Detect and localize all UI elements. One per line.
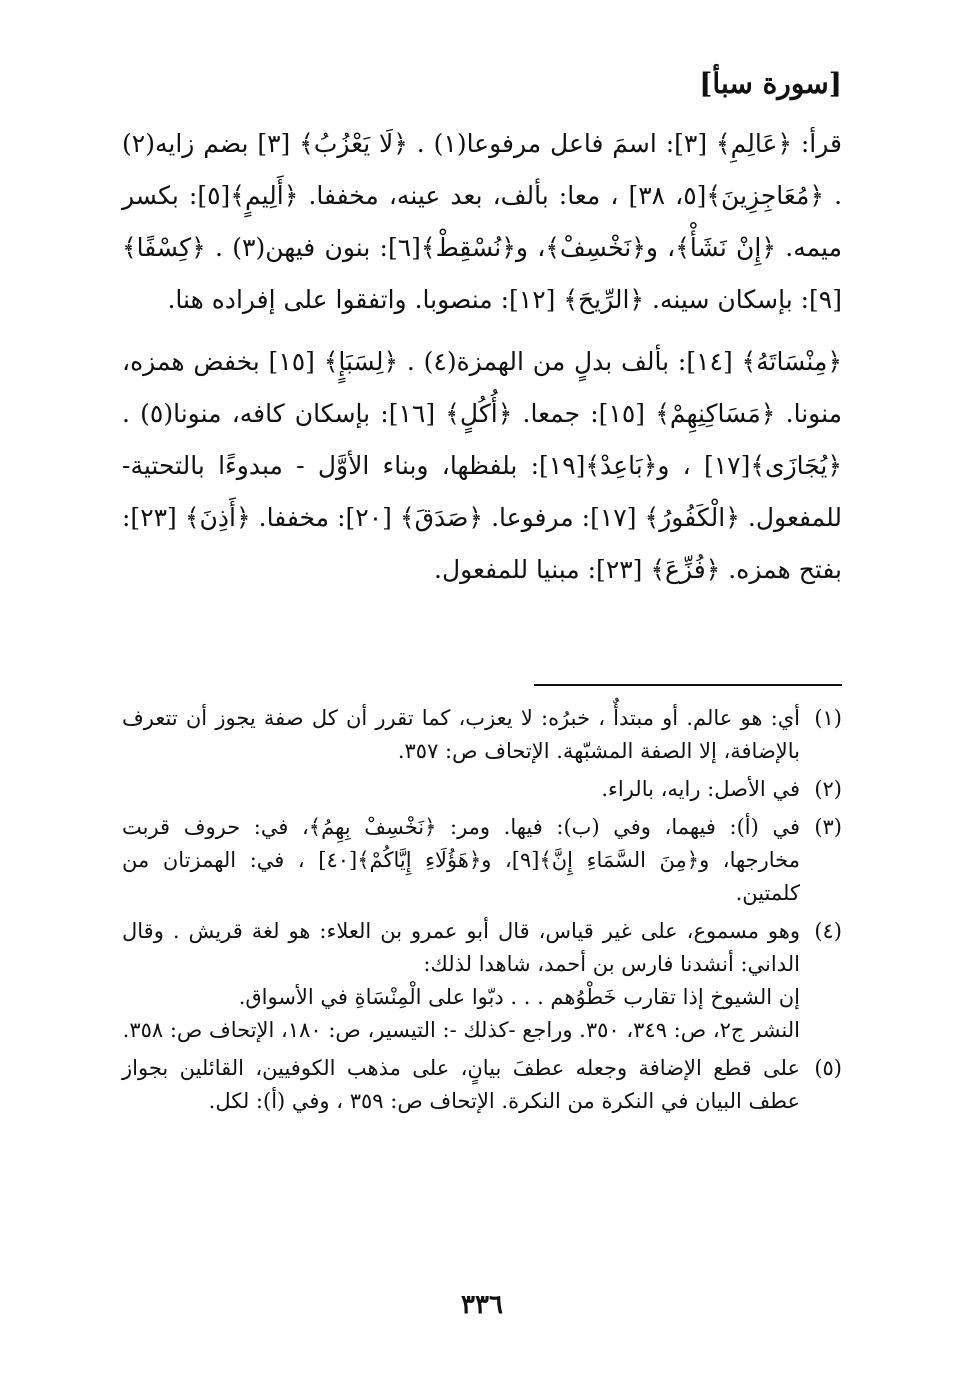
surah-heading: [سورة سبأ] <box>699 67 842 100</box>
footnote-number: (٣) <box>814 815 842 839</box>
footnote-1 <box>122 702 842 768</box>
footnote-text: النشر ج٢، ص: ٣٤٩، ٣٥٠. وراجع -كذلك -: التيسير، ص: ١٨٠، الإتحاف ص: ٣٥٨. <box>122 1018 800 1042</box>
main-paragraph-2: ﴿مِنْسَاتَهُ﴾ [١٤]: بألف بدلٍ من الهمزة(٤) . ﴿لِسَبَإٍ﴾ [١٥] بخفض همزه، منونا. ﴿مَسَاكِنِهِمْ﴾ [١٥]: جمعا. ﴿أُكُلٍ﴾ [١٦]: بإسكان كافه، منونا(٥) . ﴿يُجَازَى﴾[١٧] ، و﴿بَاعِدْ﴾[١٩]: بلفظها، وبناء الأوَّل - مبدوءًا بالتحتية- للمفعول. ﴿الْكَفُورُ﴾ [١٧]: مرفوعا. ﴿صَدَقَ﴾ [٢٠]: مخففا. ﴿أَذِنَ﴾ [٢٣]: بفتح همزه. ﴿فُزِّعَ﴾ [٢٣]: مبنيا للمفعول. <box>122 347 842 584</box>
footnote-text: على قطع الإضافة وجعله عطفَ بيانٍ، على مذهب الكوفيين، القائلين بجواز عطف البيان في النكرة من النكرة. الإتحاف ص: ٣٥٩ ، وفي (أ): لكل. <box>122 1056 800 1113</box>
footnote-4 <box>122 915 842 1047</box>
footnote-number: (٥) <box>814 1056 842 1080</box>
footnotes <box>122 702 842 1123</box>
footnote-number: (٢) <box>814 777 842 801</box>
footnote-text: وهو مسموع، على غير قياس، قال أبو عمرو بن العلاء: هو لغة قريش . وقال الداني: أنشدنا فارس بن أحمد، شاهدا لذلك: <box>122 919 800 976</box>
footnote-separator <box>534 684 842 686</box>
main-paragraph-1: قرأ: ﴿عَالِمِ﴾ [٣]: اسمَ فاعل مرفوعا(١) . ﴿لَا يَعْزُبُ﴾ [٣] بضم زايه(٢) . ﴿مُعَاجِزِينَ﴾[٥، ٣٨] ، معا: بألف، بعد عينه، مخففا. ﴿أَلِيمٍ﴾[٥]: بكسر ميمه. ﴿إِنْ نَشَأْ﴾، و﴿نَخْسِفْ﴾، و﴿نُسْقِطْ﴾[٦]: بنون فيهن(٣) . ﴿كِسْفًا﴾ [٩]: بإسكان سينه. ﴿الرِّيحَ﴾ [١٢]: منصوبا. واتفقوا على إفراده هنا. <box>122 129 843 314</box>
footnote-2 <box>122 773 842 806</box>
footnote-5 <box>122 1052 842 1118</box>
footnote-text: أي: هو عالم. أو مبتدأٌ ، خبرُه: لا يعزب، كما تقرر أن كل صفة يجوز أن تتعرف بالإضافة، إلا الصفة المشبّهة. الإتحاف ص: ٣٥٧. <box>122 706 800 763</box>
footnote-3 <box>122 811 842 910</box>
footnote-number: (١) <box>814 706 842 730</box>
page-number: ٣٣٦ <box>461 1290 503 1320</box>
footnote-poem-verse: إن الشيوخ إذا تقارب خَطْوُهم . . . دبّوا على الْمِنْسَاةِ في الأسواق. <box>238 985 800 1009</box>
footnote-number: (٤) <box>814 919 842 943</box>
main-text <box>122 118 842 596</box>
footnote-text: في (أ): فيهما، وفي (ب): فيها. ومر: ﴿نَخْسِفْ بِهِمُ﴾، في: حروف قربت مخارجها، و﴿مِنَ السَّمَاءِ إِنَّ﴾[٩]، و﴿هَؤُلَاءِ إِيَّاكُمْ﴾[٤٠] ، في: الهمزتان من كلمتين. <box>122 815 800 905</box>
footnote-text: في الأصل: رايه، بالراء. <box>601 777 800 801</box>
